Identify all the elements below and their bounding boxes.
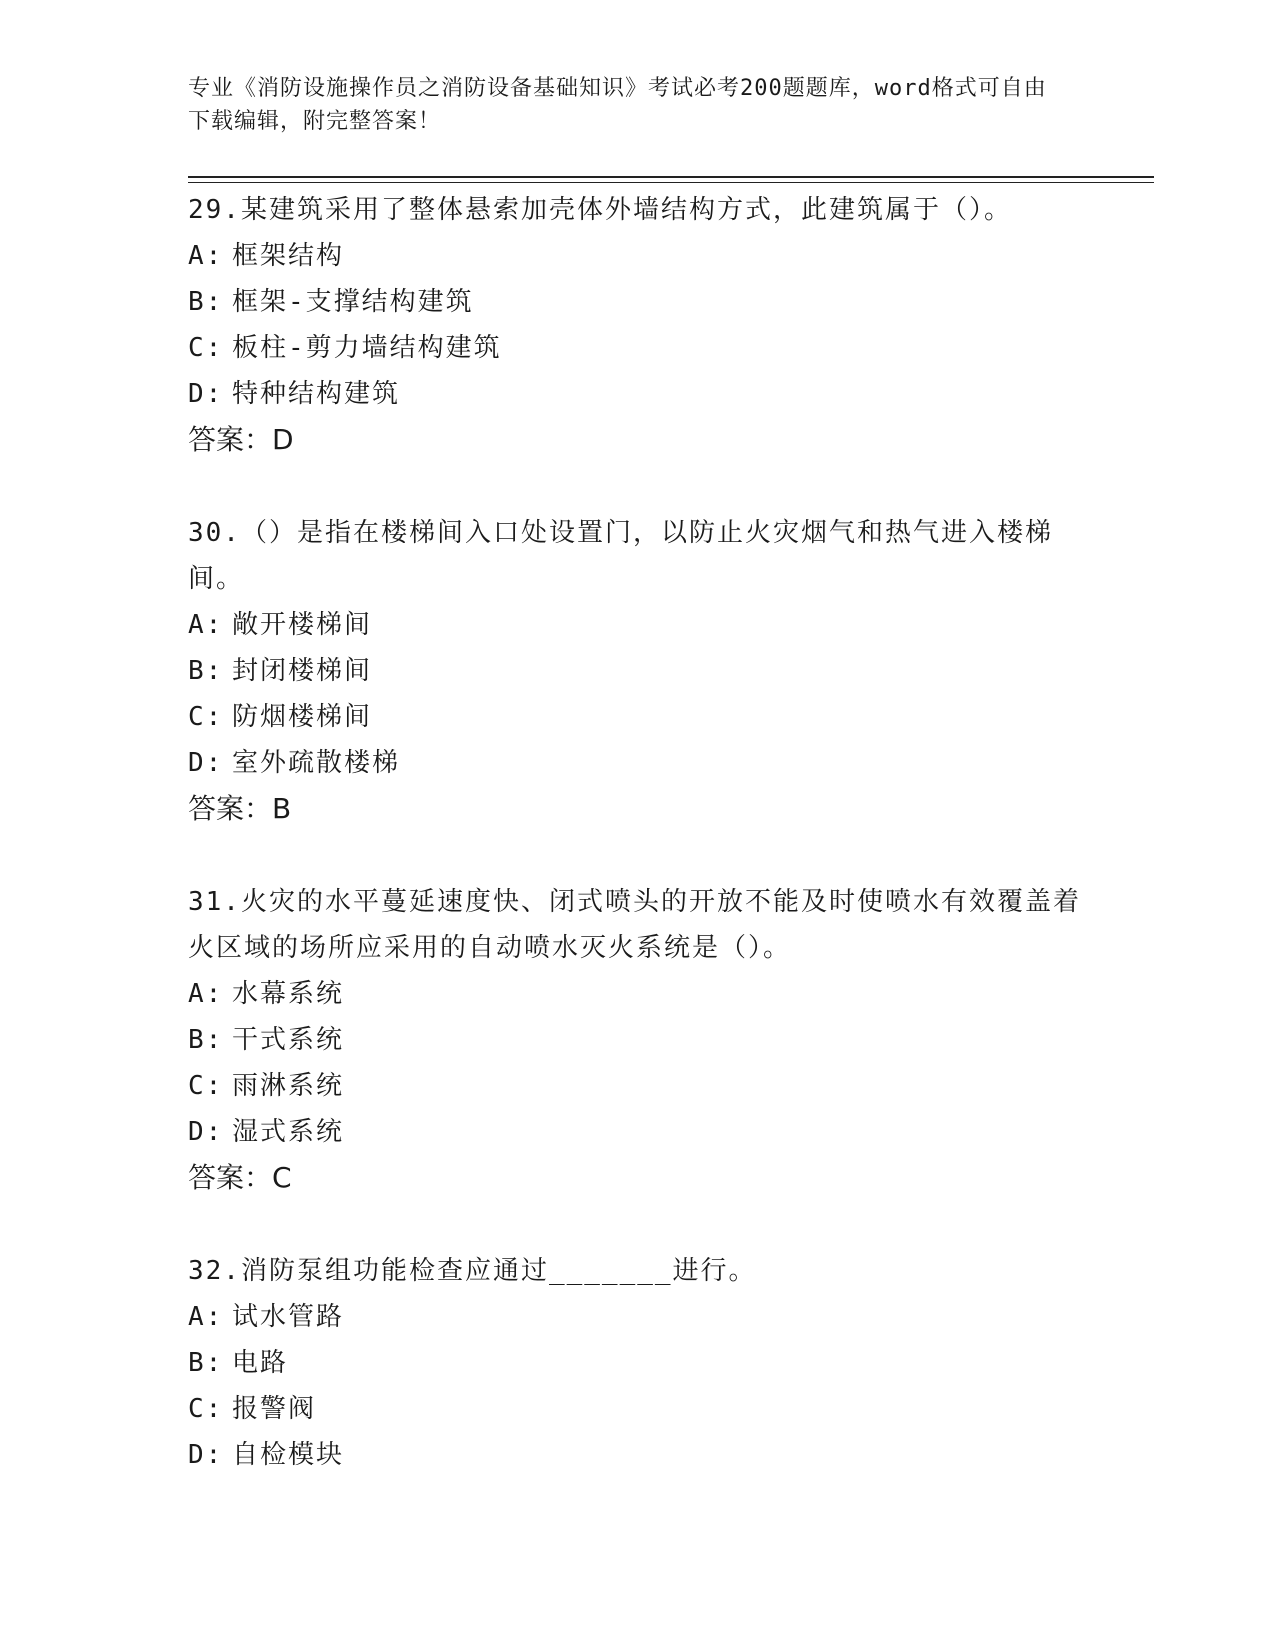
option-text: 特种结构建筑 [232,379,401,409]
option-letter: A: [188,979,224,1009]
option-letter: A: [188,1302,224,1332]
answer-line: 答案：D [188,423,294,456]
option-d [188,1109,1088,1155]
option-b [188,279,1088,325]
option-letter: D: [188,1440,224,1470]
option-text: 湿式系统 [232,1117,345,1147]
question-stem: 32.消防泵组功能检查应通过_______进行。 [188,1256,757,1286]
option-c [188,694,1088,740]
option-letter: C: [188,702,224,732]
option-d [188,740,1088,786]
option-text: 敞开楼梯间 [232,610,373,640]
option-letter: B: [188,1348,224,1378]
question-31 [188,879,1088,1201]
option-text: 报警阀 [232,1394,317,1424]
option-b [188,1017,1088,1063]
option-text: 框架-支撑结构建筑 [232,287,474,317]
option-text: 框架结构 [232,241,345,271]
option-text: 板柱-剪力墙结构建筑 [232,333,502,363]
question-stem: 31.火灾的水平蔓延速度快、闭式喷头的开放不能及时使喷水有效覆盖着火区域的场所应采用的自动喷水灭火系统是（）。 [188,887,1081,963]
option-a [188,1294,1088,1340]
option-text: 试水管路 [232,1302,345,1332]
option-d [188,371,1088,417]
answer-line: 答案：C [188,1161,292,1194]
question-30 [188,510,1088,832]
option-text: 干式系统 [232,1025,345,1055]
header-divider-thin [188,182,1154,183]
option-text: 雨淋系统 [232,1071,345,1101]
option-b [188,1340,1088,1386]
option-text: 水幕系统 [232,979,345,1009]
option-text: 室外疏散楼梯 [232,748,401,778]
option-letter: B: [188,656,224,686]
option-letter: C: [188,333,224,363]
question-29 [188,187,1088,463]
option-letter: D: [188,748,224,778]
option-c [188,325,1088,371]
option-letter: B: [188,287,224,317]
option-text: 电路 [232,1348,289,1378]
question-32 [188,1248,1088,1478]
option-c [188,1063,1088,1109]
option-a [188,233,1088,279]
question-stem: 29.某建筑采用了整体悬索加壳体外墙结构方式，此建筑属于（）。 [188,195,1012,225]
option-text: 防烟楼梯间 [232,702,373,732]
option-letter: D: [188,1117,224,1147]
option-letter: A: [188,610,224,640]
option-letter: D: [188,379,224,409]
document-header: 专业《消防设施操作员之消防设备基础知识》考试必考200题题库，word格式可自由下载编辑，附完整答案！ [188,76,1047,134]
option-text: 封闭楼梯间 [232,656,373,686]
option-d [188,1432,1088,1478]
option-c [188,1386,1088,1432]
option-letter: B: [188,1025,224,1055]
question-stem: 30.（）是指在楼梯间入口处设置门，以防止火灾烟气和热气进入楼梯间。 [188,518,1053,594]
option-letter: C: [188,1071,224,1101]
question-list [188,187,1088,1525]
option-letter: A: [188,241,224,271]
option-b [188,648,1088,694]
header-divider-thick [188,176,1154,178]
option-a [188,602,1088,648]
option-letter: C: [188,1394,224,1424]
answer-line: 答案：B [188,792,292,825]
option-text: 自检模块 [232,1440,345,1470]
option-a [188,971,1088,1017]
